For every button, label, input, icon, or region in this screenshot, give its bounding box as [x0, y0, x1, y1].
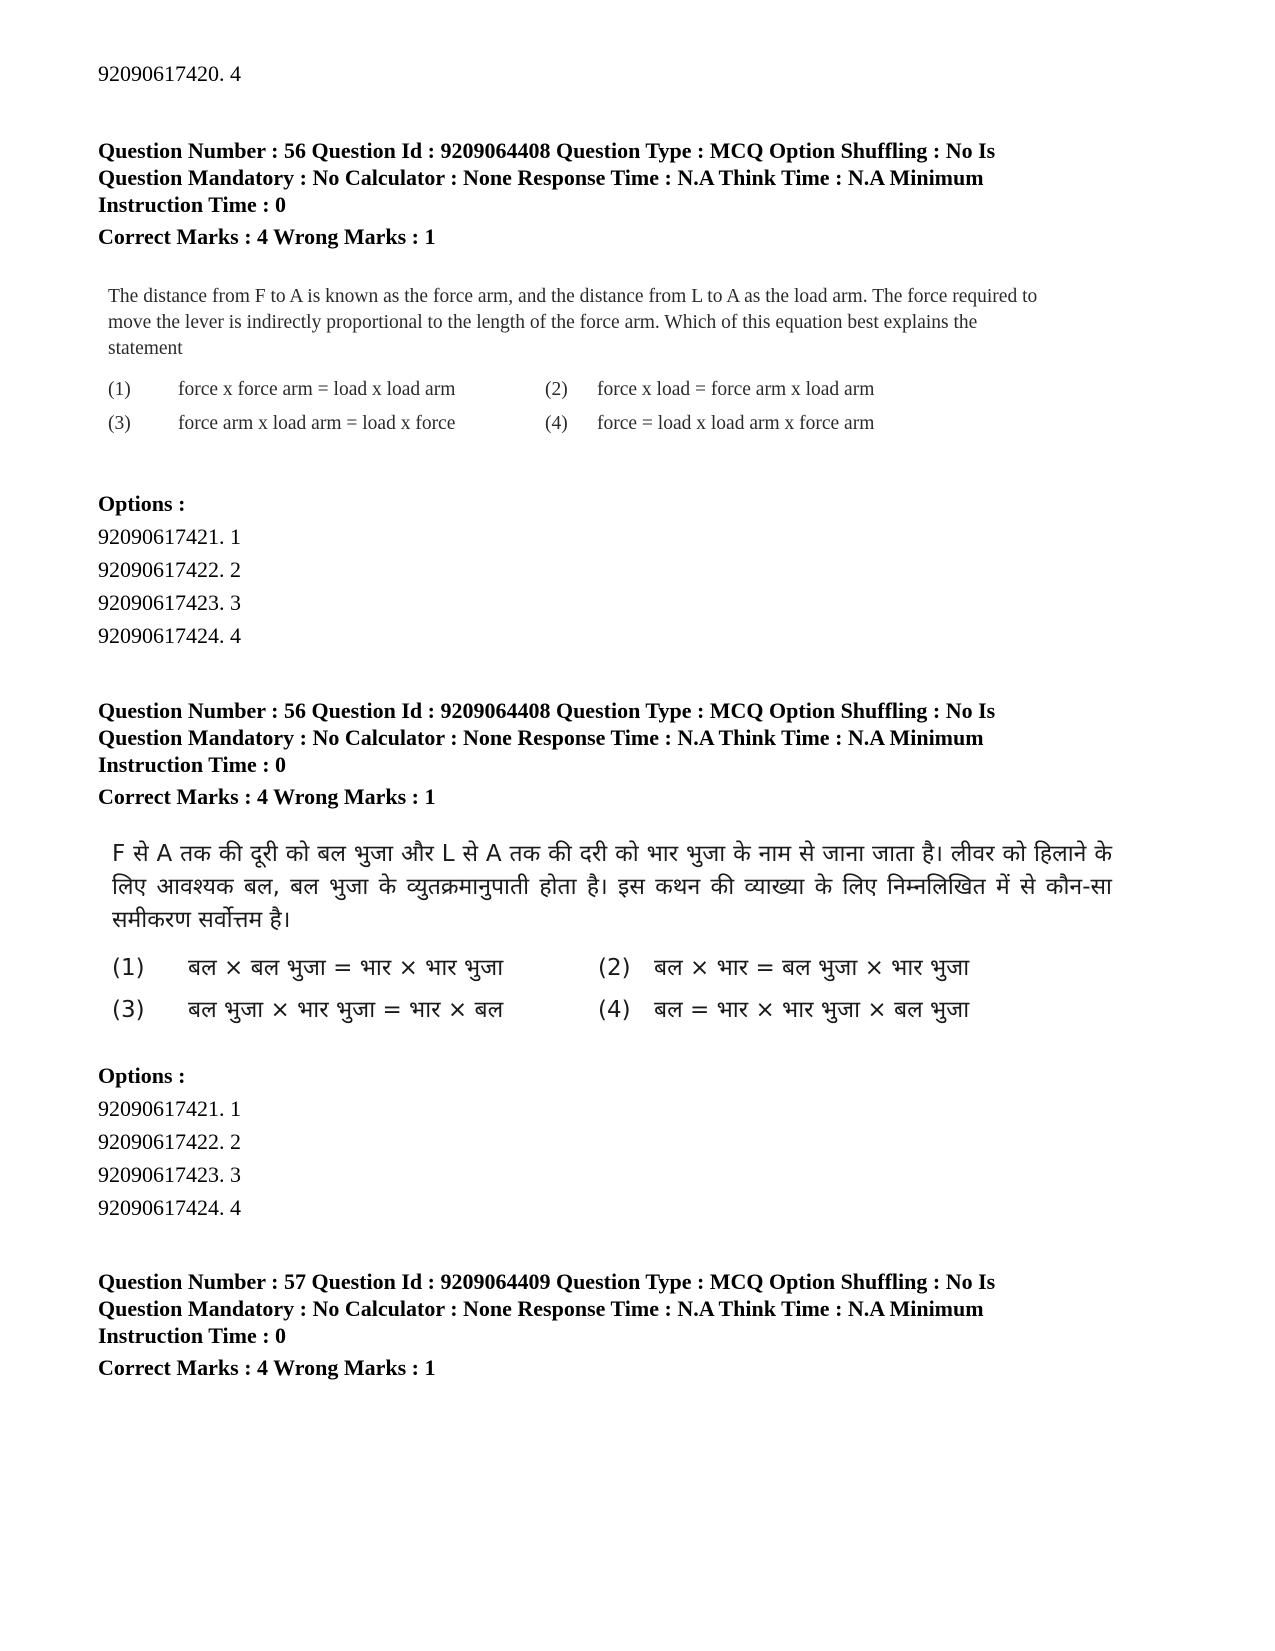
- choice-number: (4): [598, 997, 631, 1023]
- question-header-line: Question Number : 56 Question Id : 9209064408 Question Type : MCQ Option Shuffling : No Is: [98, 698, 996, 723]
- choice-text: बल भुजा × भार भुजा = भार × बल: [188, 997, 504, 1023]
- option-line: 92090617423. 3: [98, 1162, 241, 1187]
- choice-text: force x force arm = load x load arm: [178, 379, 456, 400]
- choice-3: [112, 992, 503, 1024]
- marks-line: Correct Marks : 4 Wrong Marks : 1: [98, 224, 436, 249]
- options-label: Options :: [98, 1063, 186, 1088]
- option-line: 92090617422. 2: [98, 1129, 241, 1154]
- choice-1: [108, 379, 455, 401]
- option-line: 92090617422. 2: [98, 557, 241, 582]
- question-image: [98, 838, 1128, 1078]
- question-header-line: Question Mandatory : No Calculator : None Response Time : N.A Think Time : N.A Minimum: [98, 725, 984, 750]
- question-header-line: Instruction Time : 0: [98, 192, 287, 217]
- choice-1: [112, 950, 503, 982]
- choice-2: [545, 379, 874, 401]
- marks-line: Correct Marks : 4 Wrong Marks : 1: [98, 1355, 436, 1380]
- choice-number: (3): [108, 413, 131, 434]
- options-label: Options :: [98, 491, 186, 516]
- choice-number: (2): [545, 379, 568, 400]
- choice-number: (1): [112, 955, 145, 981]
- choice-text: बल × भार = बल भुजा × भार भुजा: [654, 955, 970, 981]
- marks-line: Correct Marks : 4 Wrong Marks : 1: [98, 784, 436, 809]
- choice-text: force = load x load arm x force arm: [597, 413, 875, 434]
- question-text: F से A तक की दूरी को बल भुजा और L से A तक की दरी को भार भुजा के नाम से जाना जाता है। लीवर को हिलाने के लिए आवश्यक बल, बल भुजा के व्युतक्रमानुपाती होता है। इस कथन की व्याख्या के लिए निम्नलिखित में से कौन-सा समीकरण सर्वोत्तम है।: [112, 841, 1112, 933]
- question-header-line: Instruction Time : 0: [98, 752, 287, 777]
- question-header-line: Instruction Time : 0: [98, 1323, 287, 1348]
- choice-4: [545, 413, 874, 435]
- question-header-line: Question Mandatory : No Calculator : None Response Time : N.A Think Time : N.A Minimum: [98, 1296, 984, 1321]
- choice-text: force arm x load arm = load x force: [178, 413, 456, 434]
- question-text: The distance from F to A is known as the force arm, and the distance from L to A as the load arm. The force required to move the lever is indirectly proportional to the length of the force arm. Which of this equation best explains the statement: [108, 286, 1038, 359]
- question-header-line: Question Mandatory : No Calculator : None Response Time : N.A Think Time : N.A Minimum: [98, 165, 984, 190]
- choice-number: (2): [598, 955, 631, 981]
- question-image: [98, 284, 1058, 454]
- choice-2: [598, 950, 969, 982]
- choice-number: (3): [112, 997, 145, 1023]
- option-line: 92090617421. 1: [98, 1096, 241, 1121]
- question-header-line: Question Number : 57 Question Id : 9209064409 Question Type : MCQ Option Shuffling : No Is: [98, 1269, 996, 1294]
- choice-4: [598, 992, 969, 1024]
- question-header-line: Question Number : 56 Question Id : 9209064408 Question Type : MCQ Option Shuffling : No Is: [98, 138, 996, 163]
- option-line: 92090617424. 4: [98, 623, 241, 648]
- option-line: 92090617423. 3: [98, 590, 241, 615]
- choice-number: (1): [108, 379, 131, 400]
- choice-3: [108, 413, 455, 435]
- choice-text: force x load = force arm x load arm: [597, 379, 875, 400]
- choice-text: बल × बल भुजा = भार × भार भुजा: [188, 955, 504, 981]
- option-line: 92090617420. 4: [98, 61, 241, 86]
- choice-text: बल = भार × भार भुजा × बल भुजा: [654, 997, 970, 1023]
- choice-number: (4): [545, 413, 568, 434]
- option-line: 92090617424. 4: [98, 1195, 241, 1220]
- option-line: 92090617421. 1: [98, 524, 241, 549]
